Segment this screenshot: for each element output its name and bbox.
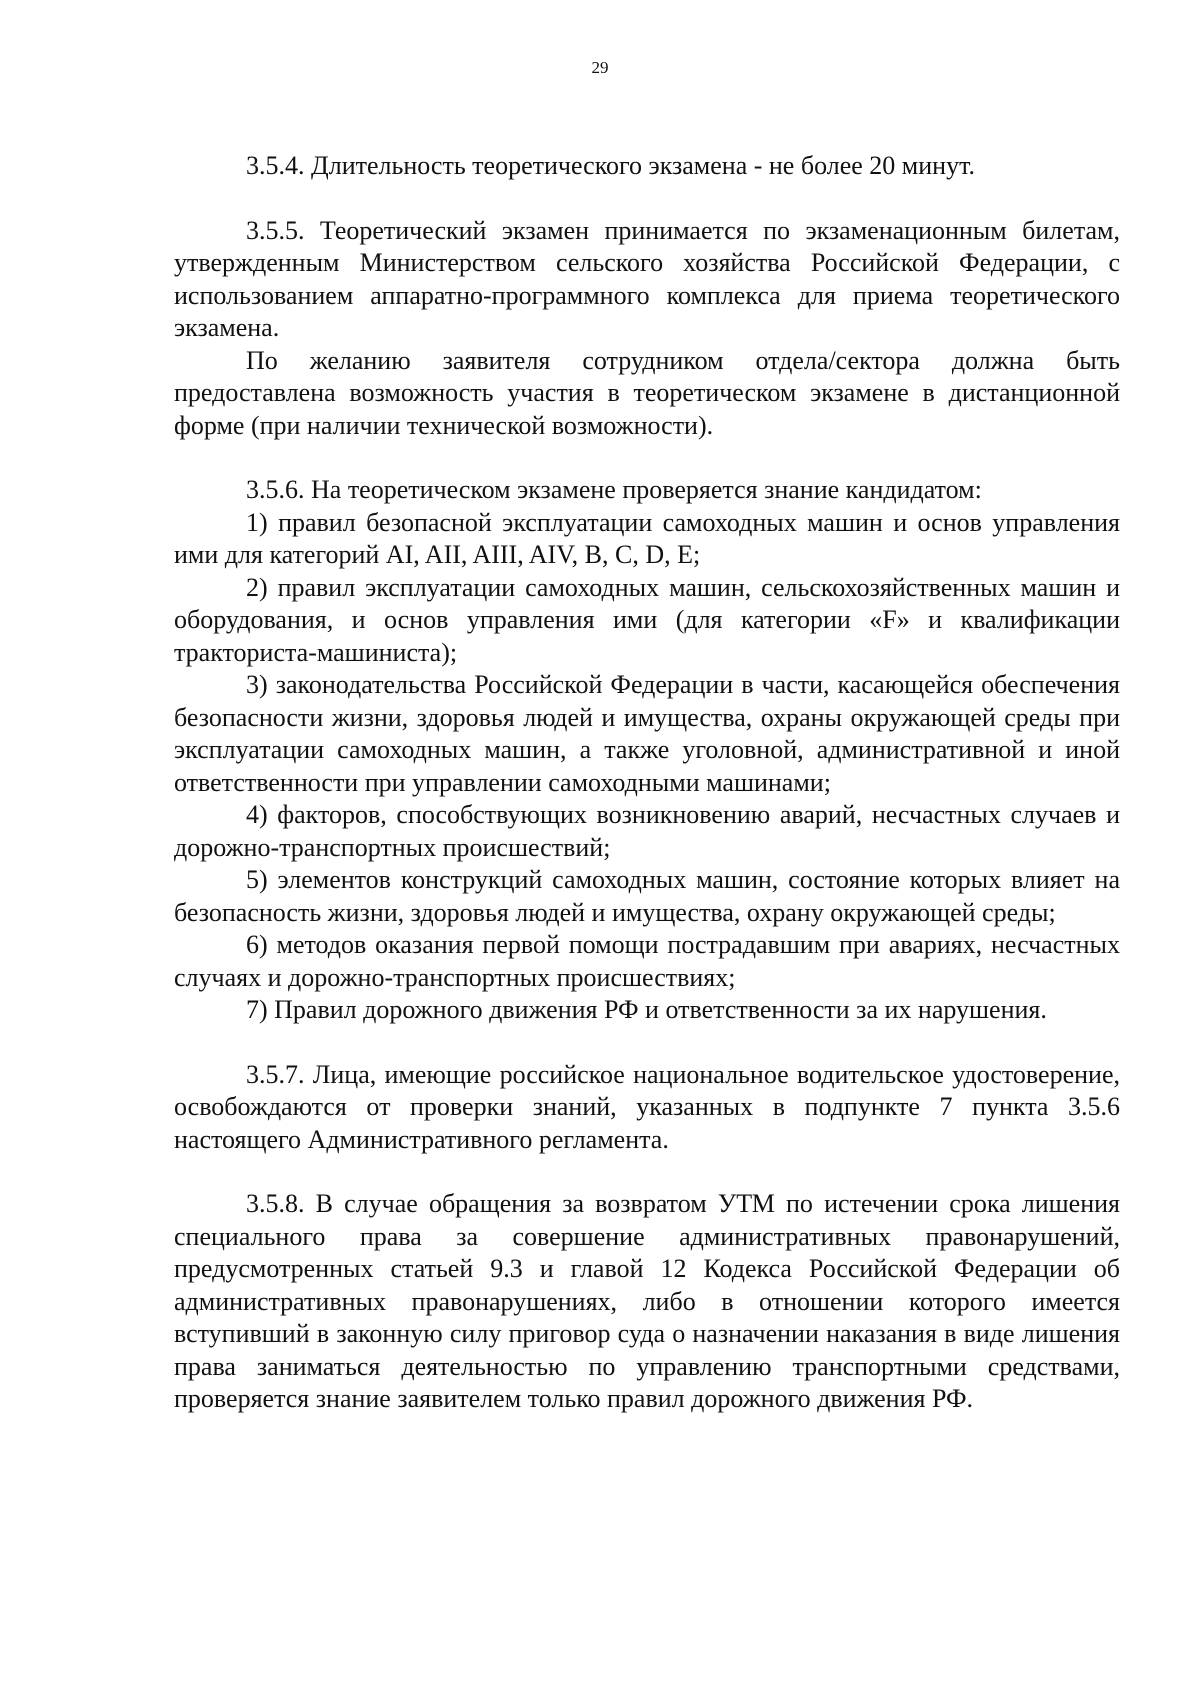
list-item-2: 2) правил эксплуатации самоходных машин, сельскохозяйственных машин и оборудования, и основ управления ими (для категории «F» и квалификации тракториста-машиниста); bbox=[174, 572, 1120, 667]
paragraph-3-5-4: 3.5.4. Длительность теоретического экзамена - не более 20 минут. bbox=[246, 151, 975, 180]
list-item-1: 1) правил безопасной эксплуатации самоходных машин и основ управления ими для категорий AI, AII, AIII, AIV, B, C, D, E; bbox=[174, 507, 1120, 569]
list-item-7: 7) Правил дорожного движения РФ и ответственности за их нарушения. bbox=[246, 995, 1047, 1024]
list-item-5: 5) элементов конструкций самоходных машин, состояние которых влияет на безопасность жизни, здоровья людей и имущества, охрану окружающей среды; bbox=[174, 865, 1120, 927]
list-item-4: 4) факторов, способствующих возникновению аварий, несчастных случаев и дорожно-транспортных происшествий; bbox=[174, 800, 1120, 862]
list-item-6: 6) методов оказания первой помощи пострадавшим при авариях, несчастных случаях и дорожно-транспортных происшествиях; bbox=[174, 930, 1120, 992]
paragraph-3-5-6: 3.5.6. На теоретическом экзамене проверяется знание кандидатом: bbox=[246, 475, 982, 504]
paragraph-3-5-5: 3.5.5. Теоретический экзамен принимается по экзаменационным билетам, утвержденным Министерством сельского хозяйства Российской Федерации, с использованием аппаратно-программного комплекса для приема теоретического экзамена. bbox=[174, 215, 1120, 342]
paragraph-3-5-8: 3.5.8. В случае обращения за возвратом УТМ по истечении срока лишения специального права за совершение административных правонарушений, предусмотренных статьей 9.3 и главой 12 Кодекса Российской Федерации об административных правонарушениях, либо в отношении которого имеется вступивший в законную силу приговор суда о назначении наказания в виде лишения права заниматься деятельностью по управлению транспортными средствами, проверяется знание заявителем только правил дорожного движения РФ. bbox=[174, 1189, 1120, 1413]
document-body bbox=[174, 150, 1120, 1416]
list-item-3: 3) законодательства Российской Федерации в части, касающейся обеспечения безопасности жизни, здоровья людей и имущества, охраны окружающей среды при эксплуатации самоходных машин, а также уголовной, административной и иной ответственности при управлении самоходными машинами; bbox=[174, 670, 1120, 797]
paragraph-remote-exam: По желанию заявителя сотрудником отдела/сектора должна быть предоставлена возможность участия в теоретическом экзамене в дистанционной форме (при наличии технической возможности). bbox=[174, 345, 1120, 440]
page-number: 29 bbox=[591, 58, 609, 77]
paragraph-3-5-7: 3.5.7. Лица, имеющие российское национальное водительское удостоверение, освобождаются от проверки знаний, указанных в подпункте 7 пункта 3.5.6 настоящего Административного регламента. bbox=[174, 1059, 1120, 1154]
